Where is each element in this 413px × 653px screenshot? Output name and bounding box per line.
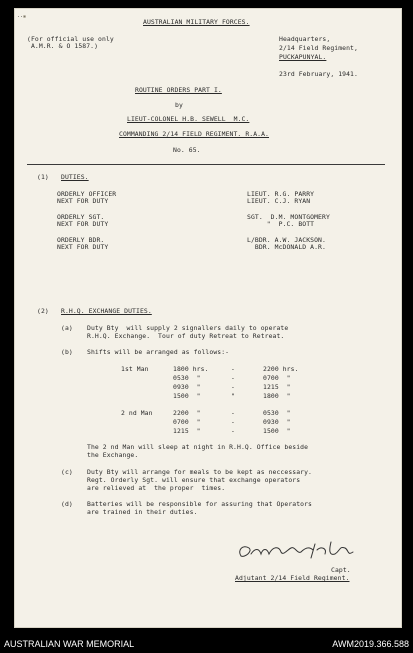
- item-b-line: Shifts will be arranged as follows:-: [87, 348, 230, 356]
- item-b-note-1: The 2 nd Man will sleep at night in R.H.Q. Office beside: [87, 443, 309, 451]
- shift-from: 0530 ": [173, 374, 201, 382]
- document-page: [14, 8, 402, 628]
- duty-role: NEXT FOR DUTY: [57, 243, 109, 251]
- archive-name: AUSTRALIAN WAR MEMORIAL: [4, 639, 135, 649]
- org-heading: AUSTRALIAN MILITARY FORCES.: [143, 18, 250, 26]
- date: 23rd February, 1941.: [279, 70, 358, 78]
- shift-dash: -: [231, 365, 235, 373]
- hq-line-1: Headquarters,: [279, 35, 331, 43]
- item-d-line-2: are trained in their duties.: [87, 508, 198, 516]
- hq-line-2: 2/14 Field Regiment,: [279, 44, 358, 52]
- shift-dash: -: [231, 374, 235, 382]
- shift-dash: -: [231, 427, 235, 435]
- shift-man: 2 nd Man: [121, 409, 153, 417]
- shift-from: 1800 hrs.: [173, 365, 209, 373]
- section-2-title: R.H.Q. EXCHANGE DUTIES.: [61, 307, 152, 315]
- shift-dash: -: [231, 418, 235, 426]
- duty-name: LIEUT. C.J. RYAN: [247, 197, 311, 205]
- item-d-label: (d): [61, 500, 73, 508]
- item-c-line-3: are relieved at the proper times.: [87, 484, 226, 492]
- corner-mark: ...: [17, 13, 27, 19]
- by-line: by: [175, 101, 183, 109]
- shift-from: 0700 ": [173, 418, 201, 426]
- shift-dash: -: [231, 383, 235, 391]
- duty-name: BDR. McDONALD A.R.: [247, 243, 326, 251]
- section-1-number: (1): [37, 173, 49, 181]
- official-use-line-2: A.M.R. & O 1587.): [27, 42, 99, 50]
- duty-role: NEXT FOR DUTY: [57, 220, 109, 228]
- item-b-label: (b): [61, 348, 73, 356]
- order-number: No. 65.: [173, 146, 201, 154]
- hq-line-3: PUCKAPUNYAL.: [279, 53, 327, 61]
- shift-to: 1800 ": [263, 392, 291, 400]
- duty-role: ORDERLY BDR.: [57, 236, 105, 244]
- duty-name: SGT. D.M. MONTGOMERY: [247, 213, 330, 221]
- shift-dash: -: [231, 409, 235, 417]
- shift-from: 2200 ": [173, 409, 201, 417]
- archive-footer: [0, 635, 413, 653]
- official-use-line-1: (For official use only: [27, 35, 114, 43]
- duty-name: L/BDR. A.W. JACKSON.: [247, 236, 326, 244]
- item-b-note-2: the Exchange.: [87, 451, 139, 459]
- header-rule: [27, 164, 385, 165]
- archive-reference: AWM2019.366.588: [332, 639, 409, 649]
- shift-to: 1215 ": [263, 383, 291, 391]
- item-c-line-2: Regt. Orderly Sgt. will ensure that exchange operators: [87, 476, 301, 484]
- item-a-line-1: Duty Bty will supply 2 signallers daily to operate: [87, 324, 289, 332]
- shift-from: 1215 ": [173, 427, 201, 435]
- item-c-label: (c): [61, 468, 73, 476]
- shift-to: 0930 ": [263, 418, 291, 426]
- signatory-title: Adjutant 2/14 Field Regiment.: [235, 574, 350, 582]
- handwritten-signature: [235, 536, 360, 564]
- item-a-label: (a): [61, 324, 73, 332]
- duty-role: ORDERLY OFFICER: [57, 190, 117, 198]
- duty-name: " P.C. BOTT: [247, 220, 315, 228]
- section-2-number: (2): [37, 307, 49, 315]
- shift-to: 0530 ": [263, 409, 291, 417]
- shift-to: 0700 ": [263, 374, 291, 382]
- duty-role: ORDERLY SGT.: [57, 213, 105, 221]
- shift-from: 0930 ": [173, 383, 201, 391]
- orders-title: ROUTINE ORDERS PART I.: [135, 86, 222, 94]
- command-line: COMMANDING 2/14 FIELD REGIMENT. R.A.A.: [119, 130, 270, 138]
- item-d-line-1: Batteries will be responsible for assuring that Operators: [87, 500, 313, 508]
- shift-dash: ": [231, 392, 235, 400]
- officer-line: LIEUT-COLONEL H.B. SEWELL M.C.: [127, 115, 250, 123]
- shift-to: 2200 hrs.: [263, 365, 299, 373]
- duty-role: NEXT FOR DUTY: [57, 197, 109, 205]
- signatory-rank: Capt.: [331, 566, 351, 574]
- item-a-line-2: R.H.Q. Exchange. Tour of duty Retreat to Retreat.: [87, 332, 285, 340]
- shift-man: 1st Man: [121, 365, 149, 373]
- shift-to: 1500 ": [263, 427, 291, 435]
- section-1-title: DUTIES.: [61, 173, 89, 181]
- shift-from: 1500 ": [173, 392, 201, 400]
- duty-name: LIEUT. R.G. PARRY: [247, 190, 315, 198]
- item-c-line-1: Duty Bty will arrange for meals to be kept as neccessary.: [87, 468, 313, 476]
